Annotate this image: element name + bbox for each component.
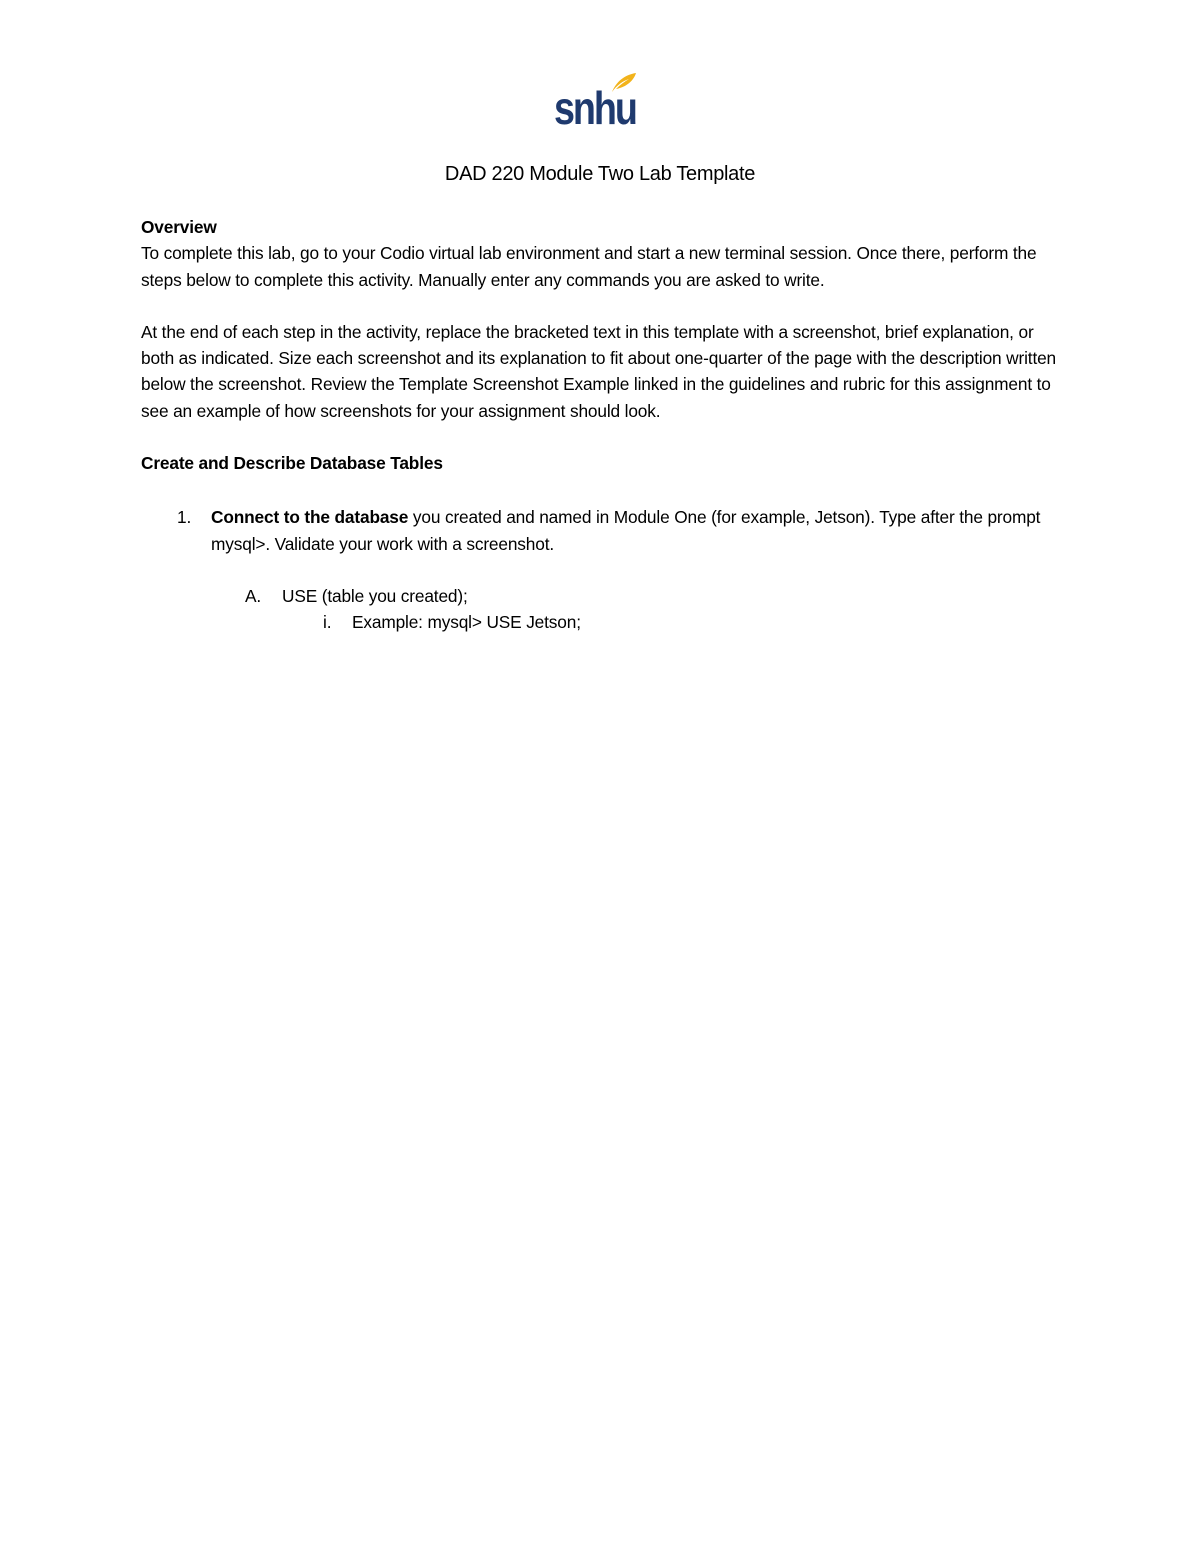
step-1-rest: you created and named in Module One (for example, Jetson). Type after the prompt mysql>. Validate your work with a screenshot. <box>211 507 1041 554</box>
logo-text: snhu <box>554 82 636 134</box>
document-body <box>141 214 1061 636</box>
step-1-sub-a-i <box>141 609 1061 635</box>
step-number: 1. <box>177 507 192 528</box>
step-1 <box>141 504 1061 557</box>
step-1-sub-a <box>141 583 1061 609</box>
sub-letter: A. <box>245 585 262 606</box>
sub-a-text: USE (table you created); <box>282 585 468 606</box>
subsub-text: Example: mysql> USE Jetson; <box>352 612 581 633</box>
overview-heading: Overview <box>141 217 217 237</box>
page-title: DAD 220 Module Two Lab Template <box>444 163 756 185</box>
section-heading: Create and Describe Database Tables <box>141 453 443 474</box>
snhu-logo <box>554 72 640 136</box>
step-1-bold: Connect to the database <box>211 507 409 528</box>
overview-paragraph-1: To complete this lab, go to your Codio virtual lab environment and start a new terminal session. Once there, perform the steps below to complete this activity. Manually enter any commands you are asked to write. <box>141 243 1037 290</box>
subsub-number: i. <box>323 612 332 633</box>
step-1-text <box>211 507 1040 553</box>
overview-paragraph-2: At the end of each step in the activity, replace the bracketed text in this template with a screenshot, brief explanation, or both as indicated. Size each screenshot and its explanation to fit about one-quarter of the page with the description written below the screenshot. Review the Template Screenshot Example linked in the guidelines and rubric for this assignment to see an example of how screenshots for your assignment should look. <box>141 321 1057 421</box>
